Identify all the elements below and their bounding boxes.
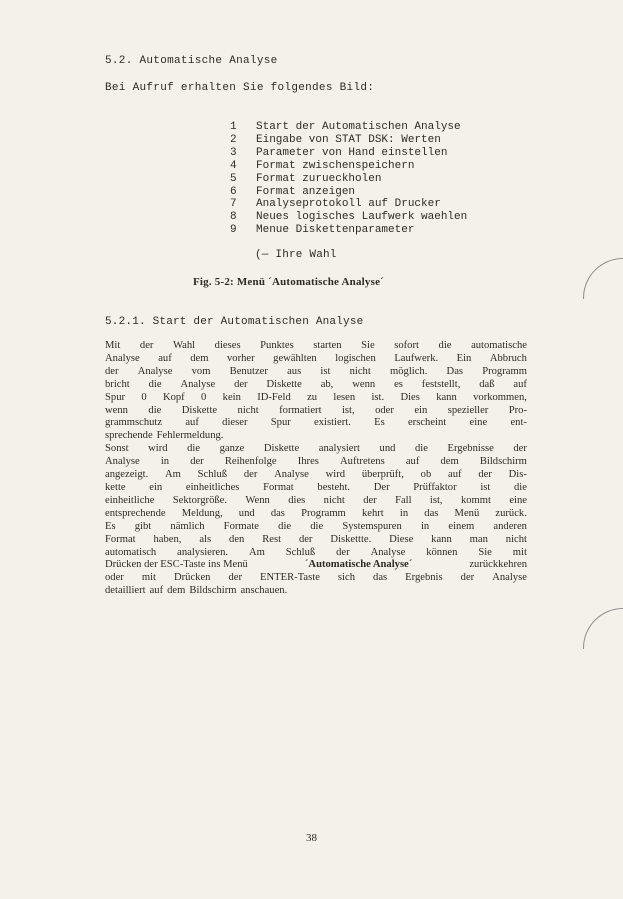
word: Formate bbox=[223, 520, 259, 532]
menu-item bbox=[228, 211, 467, 224]
word: in bbox=[399, 507, 409, 519]
word: Programm bbox=[301, 507, 346, 519]
word: Sonst bbox=[105, 443, 129, 455]
word: der bbox=[478, 469, 492, 481]
word: spezieller bbox=[447, 404, 489, 416]
word: formatiert bbox=[279, 404, 322, 416]
word: der bbox=[190, 456, 204, 468]
menu-item bbox=[228, 224, 467, 237]
word: logischen bbox=[335, 352, 376, 364]
word: oder bbox=[375, 404, 394, 416]
paragraph-line bbox=[105, 534, 527, 547]
menu-item-number: 2 bbox=[230, 133, 237, 146]
word: Abbruch bbox=[489, 352, 527, 364]
line-text-after: zurückkehren bbox=[469, 559, 527, 571]
paragraph-line bbox=[105, 482, 527, 495]
menu-item bbox=[228, 121, 467, 134]
paragraph-line bbox=[105, 366, 527, 379]
paragraph-line-with-bold bbox=[105, 559, 527, 572]
word: Kopf bbox=[162, 391, 185, 403]
word: nicht bbox=[349, 365, 371, 377]
word: ENTER-Taste bbox=[260, 572, 320, 584]
paragraph-line bbox=[105, 392, 527, 405]
paragraph-line bbox=[105, 430, 527, 443]
word: Auftretens bbox=[340, 456, 385, 468]
menu-item-label: Eingabe von STAT DSK: Werten bbox=[256, 133, 441, 146]
word: möglich. bbox=[389, 365, 428, 377]
word: analysieren. bbox=[177, 546, 229, 558]
word: der bbox=[336, 546, 350, 558]
word: auf bbox=[405, 456, 420, 468]
figure-caption: Fig. 5-2: Menü ´Automatische Analyse´ bbox=[193, 276, 385, 288]
word: Programm bbox=[482, 365, 527, 377]
word: Spur bbox=[105, 391, 126, 403]
word: Dis- bbox=[508, 469, 527, 481]
word: Es bbox=[105, 520, 116, 532]
menu-item-label: Analyseprotokoll auf Drucker bbox=[256, 198, 441, 211]
word: wird bbox=[325, 469, 346, 481]
word: entsprechende bbox=[105, 507, 166, 519]
word: automatische bbox=[471, 340, 527, 351]
paragraph-line bbox=[105, 405, 527, 418]
word: Analyse bbox=[274, 469, 309, 481]
word: bricht bbox=[105, 378, 130, 390]
word: Am bbox=[248, 546, 265, 558]
binder-punch-hole bbox=[583, 258, 623, 299]
word: 0 bbox=[201, 391, 207, 403]
menu-item-label: Start der Automatischen Analyse bbox=[256, 121, 461, 133]
word: zu bbox=[307, 391, 318, 403]
word: daß bbox=[479, 378, 495, 390]
word: dieser bbox=[222, 417, 248, 429]
paragraph-line bbox=[105, 379, 527, 392]
word: ob bbox=[420, 469, 432, 481]
word: Der bbox=[373, 481, 390, 493]
word: vorher bbox=[227, 352, 255, 364]
word: angezeigt. bbox=[105, 469, 149, 481]
word: dies bbox=[288, 494, 306, 506]
line-bold-text: ´Automatische Analyse´ bbox=[304, 559, 413, 571]
word: nicht bbox=[237, 404, 259, 416]
menu-item-number: 3 bbox=[230, 146, 237, 159]
word: die bbox=[278, 520, 292, 532]
word: Prüffaktor bbox=[413, 481, 457, 493]
paragraph-line bbox=[105, 469, 527, 482]
word: analysiert bbox=[318, 443, 360, 455]
word: nicht bbox=[505, 533, 527, 545]
menu-item bbox=[228, 147, 467, 160]
word: der bbox=[363, 494, 377, 506]
word: Sie bbox=[478, 546, 492, 558]
word: sich bbox=[337, 572, 355, 584]
word: Analyse bbox=[137, 365, 173, 377]
word: der bbox=[243, 469, 258, 481]
word: Meldung, bbox=[181, 507, 223, 519]
word: wenn bbox=[352, 378, 376, 390]
word: Ergebnisse bbox=[447, 443, 494, 455]
word: auf bbox=[149, 585, 164, 597]
word: die bbox=[148, 378, 162, 390]
word: Bildschirm bbox=[479, 456, 527, 468]
word: als bbox=[199, 533, 212, 545]
word: man bbox=[469, 533, 488, 545]
paragraph-line bbox=[105, 508, 527, 521]
word: die bbox=[514, 481, 527, 493]
word: einem bbox=[448, 520, 475, 532]
word: existiert. bbox=[314, 417, 351, 429]
word: kann bbox=[436, 391, 457, 403]
word: gibt bbox=[134, 520, 152, 532]
word: Bildschirm bbox=[189, 585, 237, 597]
word: nämlich bbox=[170, 520, 205, 532]
word: Diskette bbox=[266, 378, 302, 390]
word: haben, bbox=[153, 533, 182, 545]
word: das bbox=[373, 572, 388, 584]
word: ein bbox=[149, 481, 163, 493]
word: der bbox=[228, 572, 243, 584]
word: Mit bbox=[105, 340, 121, 351]
choice-prompt: (— Ihre Wahl bbox=[255, 249, 337, 261]
word: aus bbox=[287, 365, 302, 377]
menu-item-label: Format zwischenspeichern bbox=[256, 159, 415, 172]
word: Am bbox=[165, 469, 181, 481]
word: überprüft, bbox=[361, 469, 404, 481]
word: Fall bbox=[395, 494, 412, 506]
menu-item-number: 5 bbox=[230, 172, 237, 185]
word: lesen bbox=[333, 391, 356, 403]
word: Diskette bbox=[263, 443, 300, 455]
word: die bbox=[310, 520, 324, 532]
word: Sie bbox=[361, 340, 375, 351]
word: und bbox=[238, 507, 255, 519]
paragraph-line bbox=[105, 353, 527, 366]
word: ein bbox=[414, 404, 428, 416]
word: zurück. bbox=[495, 507, 527, 519]
paragraph-line bbox=[105, 495, 527, 508]
word: vorkommen, bbox=[473, 391, 527, 403]
word: Diskettte. bbox=[330, 533, 372, 545]
word: Diskette bbox=[181, 404, 218, 416]
subsection-heading: 5.2.1. Start der Automatischen Analyse bbox=[105, 316, 364, 328]
word: kann bbox=[431, 533, 452, 545]
word: einheitliches bbox=[185, 481, 240, 493]
word: Analyse bbox=[105, 456, 140, 468]
word: der bbox=[298, 533, 313, 545]
word: Fehlermeldung. bbox=[156, 430, 224, 442]
word: Pro- bbox=[508, 404, 527, 416]
word: eine bbox=[509, 494, 527, 506]
line-text-before: Drücken der ESC-Taste ins Menü bbox=[105, 559, 248, 571]
word: Reihenfolge bbox=[224, 456, 277, 468]
word: der bbox=[139, 340, 154, 351]
word: erscheint bbox=[407, 417, 447, 429]
word: Analyse bbox=[105, 352, 140, 364]
word: dem bbox=[167, 585, 186, 597]
paragraph-line bbox=[105, 340, 527, 353]
word: grammschutz bbox=[105, 417, 163, 429]
word: dem bbox=[190, 352, 209, 364]
word: Diese bbox=[389, 533, 414, 545]
word: auf bbox=[158, 352, 172, 364]
body-paragraph bbox=[105, 340, 527, 598]
word: in bbox=[420, 520, 430, 532]
paragraph-line bbox=[105, 572, 527, 585]
page-number: 38 bbox=[306, 832, 317, 844]
word: ent- bbox=[510, 417, 527, 429]
word: wird bbox=[148, 443, 168, 455]
word: dieses bbox=[214, 340, 241, 351]
word: das bbox=[270, 507, 285, 519]
analysis-menu bbox=[228, 121, 467, 237]
intro-text: Bei Aufruf erhalten Sie folgendes Bild: bbox=[105, 82, 375, 94]
word: dem bbox=[440, 456, 459, 468]
word: wenn bbox=[105, 404, 128, 416]
word: Format bbox=[263, 481, 294, 493]
word: mit bbox=[141, 572, 156, 584]
section-heading: 5.2. Automatische Analyse bbox=[105, 55, 278, 67]
word: ID-Feld bbox=[257, 391, 291, 403]
word: können bbox=[426, 546, 458, 558]
word: der bbox=[234, 378, 248, 390]
menu-item-label: Menue Diskettenparameter bbox=[256, 224, 415, 237]
word: Drücken bbox=[174, 572, 211, 584]
word: mit bbox=[512, 546, 527, 558]
word: starten bbox=[313, 340, 342, 351]
word: auf bbox=[513, 378, 527, 390]
binder-punch-hole bbox=[583, 608, 623, 649]
word: ist bbox=[480, 481, 491, 493]
paragraph-line bbox=[105, 417, 527, 430]
word: Schluß bbox=[285, 546, 316, 558]
word: nicht bbox=[323, 494, 345, 506]
word: detailliert bbox=[105, 585, 146, 597]
word: Rest bbox=[262, 533, 282, 545]
menu-item-number: 8 bbox=[230, 211, 237, 224]
paragraph-line bbox=[105, 521, 527, 534]
menu-item bbox=[228, 160, 467, 173]
word: anderen bbox=[493, 520, 527, 532]
word: besteht. bbox=[317, 481, 351, 493]
word: in bbox=[160, 456, 170, 468]
word: einheitliche bbox=[105, 494, 155, 506]
menu-item-number: 6 bbox=[230, 185, 237, 198]
word: auf bbox=[185, 417, 199, 429]
word: Wahl bbox=[173, 340, 196, 351]
word: der bbox=[105, 365, 119, 377]
word: gewählten bbox=[273, 352, 317, 364]
word: Analyse bbox=[180, 378, 216, 390]
word: feststellt, bbox=[421, 378, 461, 390]
word: Es bbox=[374, 417, 385, 429]
word: ist. bbox=[371, 391, 385, 403]
word: kette bbox=[105, 481, 126, 493]
menu-item-label: Format anzeigen bbox=[256, 185, 356, 198]
word: die bbox=[187, 443, 201, 455]
word: sofort bbox=[394, 340, 419, 351]
menu-item-number: 9 bbox=[230, 224, 237, 237]
word: kein bbox=[222, 391, 241, 403]
menu-item bbox=[228, 198, 467, 211]
word: automatisch bbox=[105, 546, 157, 558]
word: es bbox=[394, 378, 403, 390]
word: Ergebnis bbox=[405, 572, 443, 584]
word: der bbox=[460, 572, 475, 584]
menu-item-label: Format zurueckholen bbox=[256, 172, 382, 185]
word: Systemspuren bbox=[342, 520, 402, 532]
word: ist, bbox=[341, 404, 355, 416]
word: Punktes bbox=[260, 340, 294, 351]
word: anschauen. bbox=[240, 585, 288, 597]
menu-item-number: 1 bbox=[230, 121, 237, 133]
menu-item bbox=[228, 134, 467, 147]
word: Das bbox=[446, 365, 464, 377]
word: oder bbox=[105, 572, 124, 584]
word: kommt bbox=[460, 494, 491, 506]
word: 0 bbox=[141, 391, 147, 403]
word: Format bbox=[105, 533, 136, 545]
paragraph-line bbox=[105, 585, 527, 598]
word: sprechende bbox=[105, 430, 153, 442]
menu-item-number: 4 bbox=[230, 159, 237, 172]
word: Spur bbox=[270, 417, 291, 429]
word: Laufwerk. bbox=[394, 352, 439, 364]
paragraph-line bbox=[105, 443, 527, 456]
word: Dies bbox=[400, 391, 420, 403]
word: Schluß bbox=[197, 469, 228, 481]
word: die bbox=[438, 340, 452, 351]
word: ist bbox=[320, 365, 331, 377]
word: die bbox=[414, 443, 428, 455]
word: Wenn bbox=[245, 494, 270, 506]
word: ab, bbox=[320, 378, 334, 390]
menu-item-label: Parameter von Hand einstellen bbox=[256, 146, 448, 159]
word: eine bbox=[469, 417, 488, 429]
menu-item bbox=[228, 186, 467, 199]
menu-item bbox=[228, 173, 467, 186]
word: den bbox=[229, 533, 245, 545]
word: ist, bbox=[429, 494, 443, 506]
word: ganze bbox=[219, 443, 245, 455]
word: Ein bbox=[456, 352, 472, 364]
word: der bbox=[513, 443, 527, 455]
word: Menü bbox=[454, 507, 480, 519]
word: Ihres bbox=[297, 456, 319, 468]
word: kehrt bbox=[361, 507, 384, 519]
word: das bbox=[424, 507, 439, 519]
word: Benutzer bbox=[229, 365, 268, 377]
word: Analyse bbox=[492, 572, 527, 584]
word: Sektorgröße. bbox=[172, 494, 228, 506]
menu-item-number: 7 bbox=[230, 198, 237, 211]
word: auf bbox=[448, 469, 462, 481]
paragraph-line bbox=[105, 547, 527, 560]
paragraph-line bbox=[105, 456, 527, 469]
word: Analyse bbox=[370, 546, 406, 558]
word: vom bbox=[191, 365, 211, 377]
word: und bbox=[379, 443, 396, 455]
word: die bbox=[148, 404, 162, 416]
menu-item-label: Neues logisches Laufwerk waehlen bbox=[256, 211, 468, 224]
